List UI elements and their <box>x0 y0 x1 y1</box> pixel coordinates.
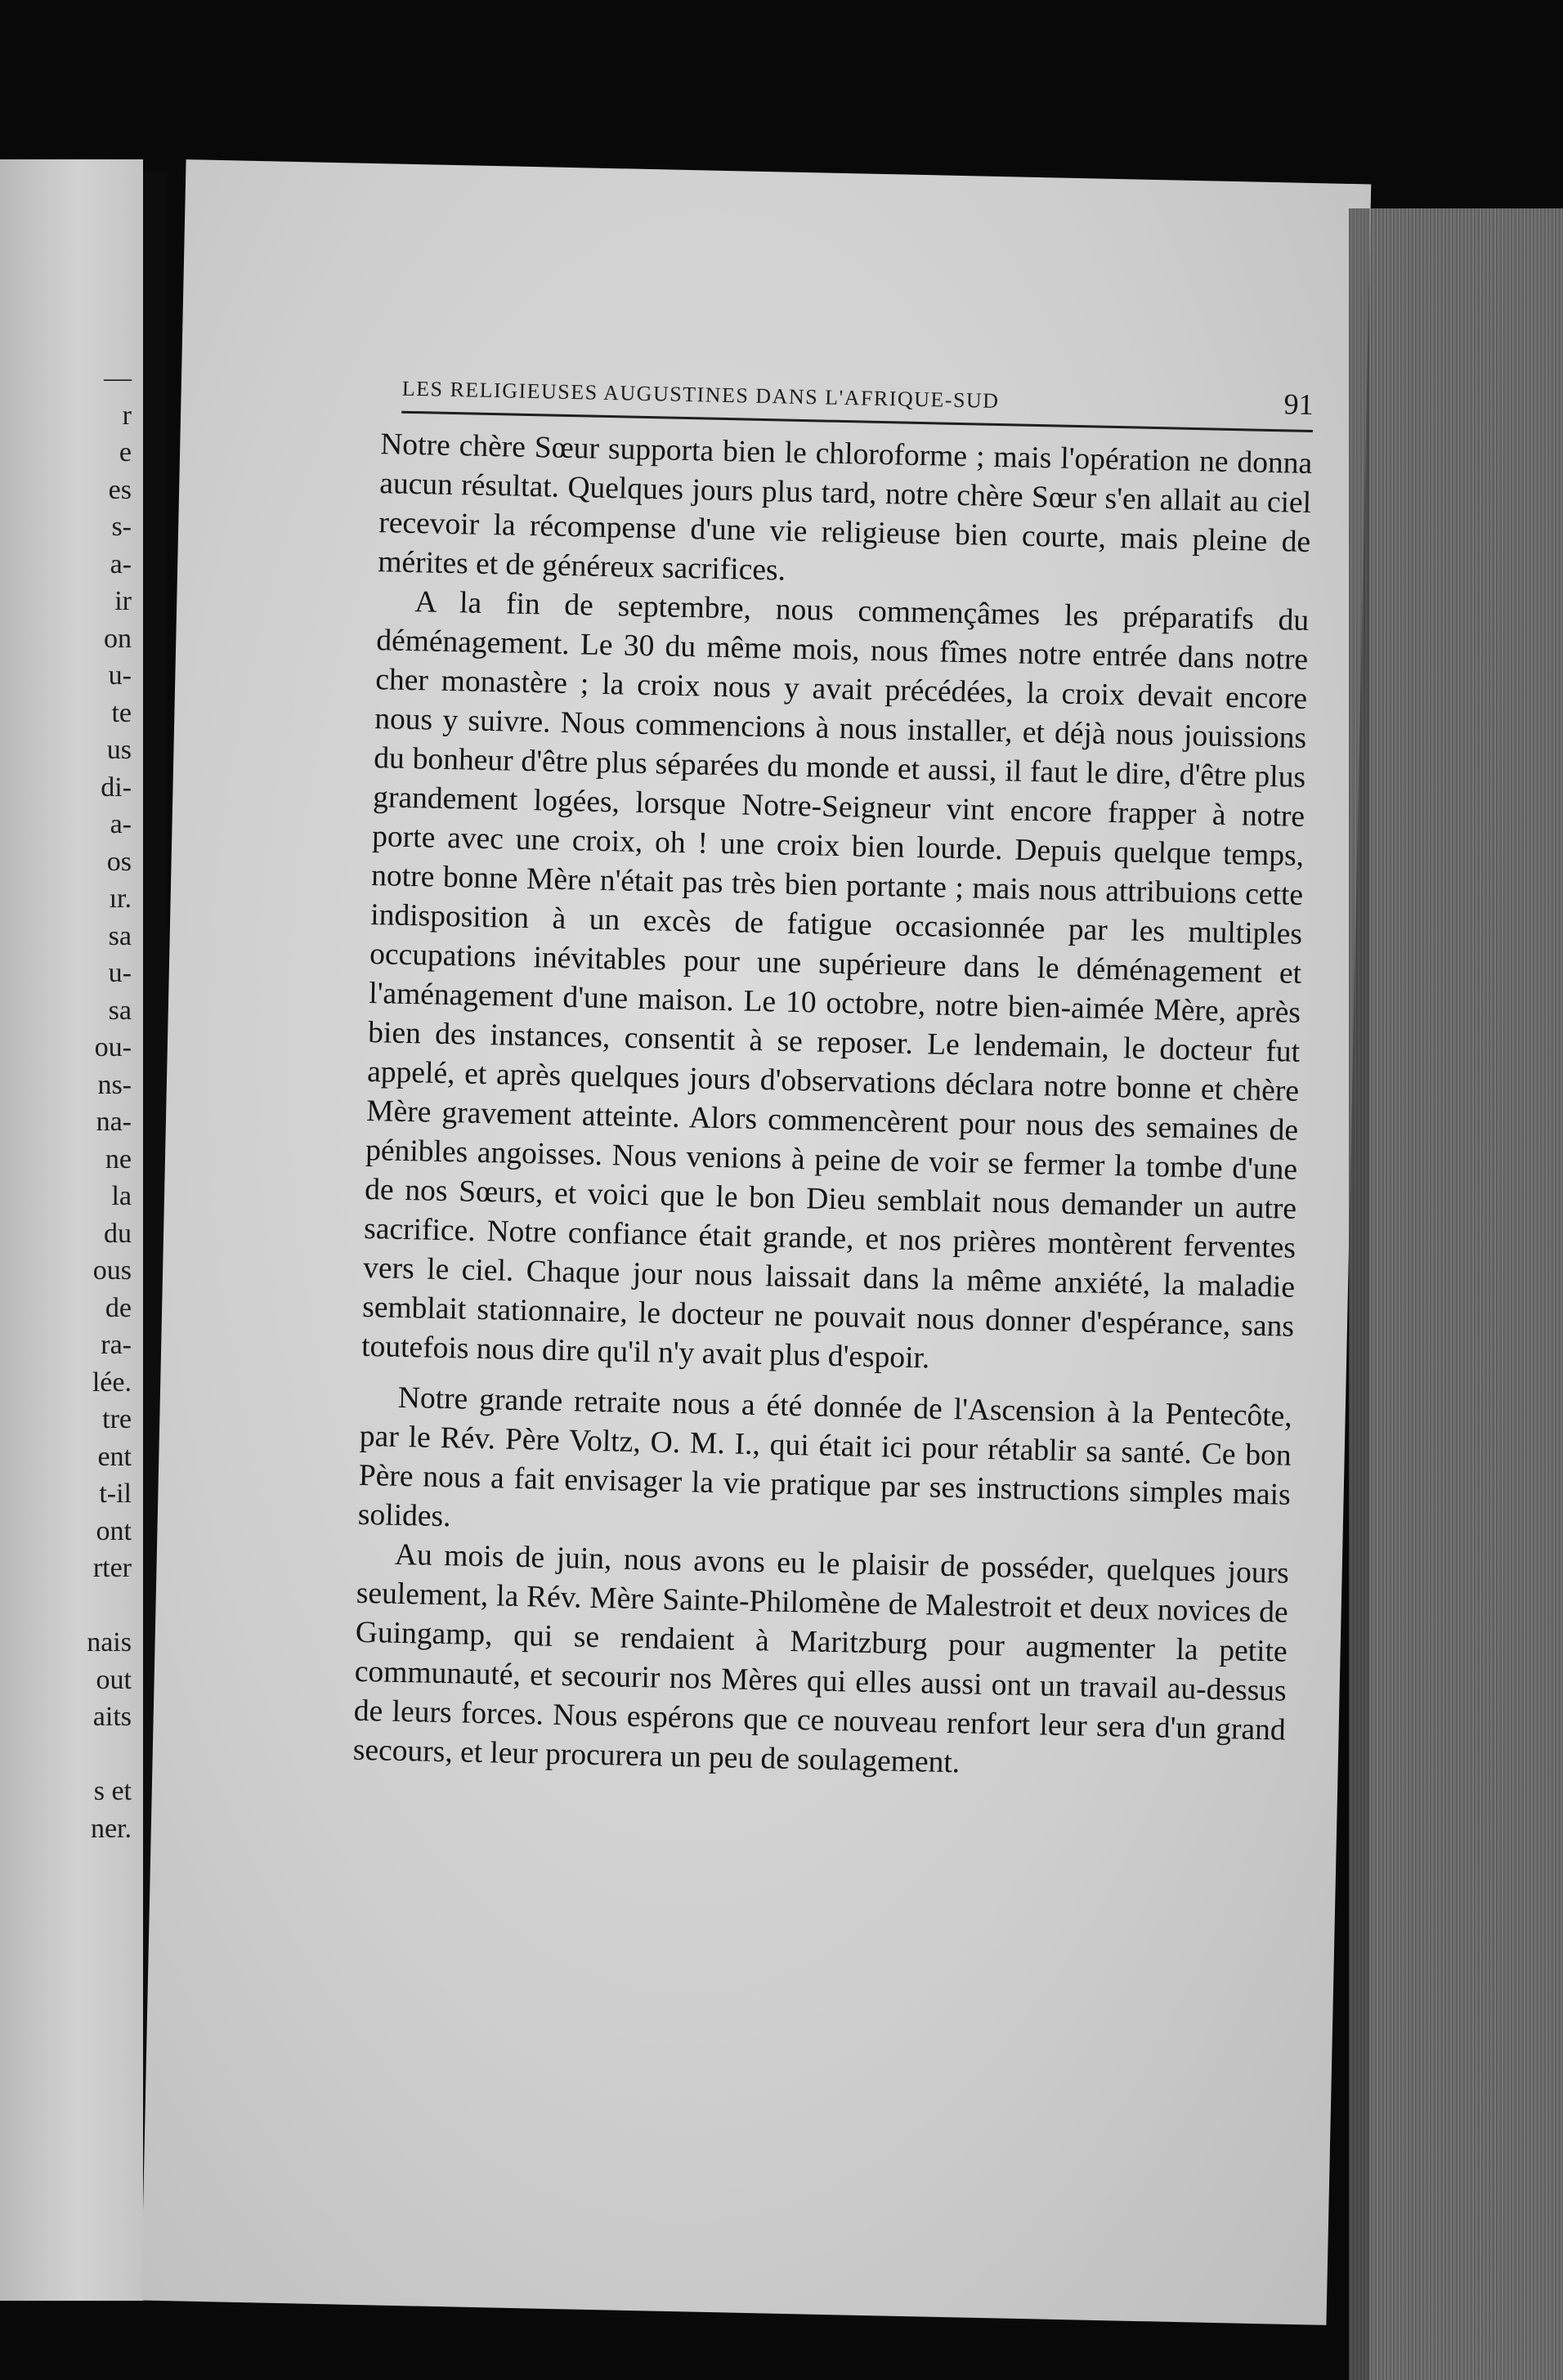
running-title: LES RELIGIEUSES AUGUSTINES DANS L'AFRIQUE-SUD <box>401 376 1000 414</box>
line-fragment: ne <box>105 1143 132 1174</box>
line-fragment: ent <box>97 1441 132 1472</box>
previous-page-fragment <box>0 159 143 2301</box>
line-fragment: os <box>106 846 132 877</box>
line-fragment: s- <box>111 512 132 542</box>
line-fragment: us <box>106 735 132 765</box>
line-fragment: du <box>104 1218 132 1249</box>
line-fragment: ont <box>96 1515 132 1546</box>
line-fragment: out <box>96 1664 132 1695</box>
line-fragment: nais <box>87 1627 132 1658</box>
line-fragment: na- <box>96 1107 132 1137</box>
line-fragment: ns- <box>97 1069 132 1100</box>
line-fragment: a- <box>110 548 132 579</box>
line-fragment: la <box>111 1181 132 1211</box>
previous-page-line-endings <box>0 360 143 1847</box>
line-fragment: lée. <box>92 1367 132 1398</box>
line-fragment: sa <box>108 920 132 951</box>
line-fragment: a- <box>110 809 132 839</box>
line-fragment: es <box>108 474 132 505</box>
page-number: 91 <box>1283 387 1314 422</box>
line-fragment: u- <box>108 660 132 691</box>
paragraph: A la fin de septembre, nous commençâmes les préparatifs du déménagement. Le 30 du même mois, nous fîmes notre entrée dans notre cher monastère ; la croix nous y avait précédées, la croix devait encore nous y suivre. Nous commencions à nous installer, et déjà nous jouissions du bonheur d'être plus séparées du monde et aussi, il faut le dire, d'être plus grandement logées, lorsque Notre-Seigneur vint encore frapper à notre porte avec une croix, oh ! une croix bien lourde. Depuis quelque temps, notre bonne Mère n'était pas très bien portante ; mais nous attribuions cette indisposition à un excès de fatigue occasionnée par les multiples occupations inévitables pour une supérieure dans le déménagement et l'aménagement d'une maison. Le 10 octobre, notre bien-aimée Mère, après bien des instances, consentit à se reposer. Le lendemain, le docteur fut appelé, et après quelques jours d'observations déclara notre bonne et chère Mère gravement atteinte. Alors commencèrent pour nous des semaines de pénibles angoisses. Nous venions à peine de voir se fermer la tombe d'une de nos Sœurs, et voici que le bon Dieu semblait nous demander un autre sacrifice. Notre confiance était grande, et nos prières montèrent ferventes vers le ciel. Chaque jour nous laissait dans la même anxiété, la maladie semblait stationnaire, le docteur ne pouvait nous donner d'espérance, sans toutefois nous dire qu'il n'y avait plus d'espoir. <box>361 585 1310 1376</box>
line-fragment: te <box>111 697 132 728</box>
line-fragment: aits <box>92 1702 132 1732</box>
line-fragment: sa <box>108 995 132 1026</box>
line-fragment: rter <box>92 1553 132 1583</box>
line-fragment: e <box>119 437 132 468</box>
book-page-edges <box>1349 208 1563 2380</box>
line-fragment: ner. <box>90 1813 132 1844</box>
line-gap <box>0 1736 143 1774</box>
paragraph: Au mois de juin, nous avons eu le plaisir de posséder, quelques jours seulement, la Rév. Mère Sainte-Philomène de Malestroit et deux novices de Guingamp, qui se rendaient à Maritzburg pour augmenter la petite communauté, et secourir nos Mères qui elles aussi ont un travail au-dessus de leurs forces. Nous espérons que ce nouveau renfort leur sera d'un grand secours, et leur procurera un peu de soulagement. <box>352 1537 1290 1780</box>
line-fragment: on <box>104 623 132 654</box>
line-fragment: r <box>122 400 132 431</box>
paragraph: Notre grande retraite nous a été donnée de l'Ascension à la Pentecôte, par le Rév. Père Voltz, O. M. I., qui était ici pour rétablir sa santé. Ce bon Père nous a fait envisager la vie pratique par ses instructions simples mais solides. <box>357 1380 1293 1534</box>
line-fragment: di- <box>101 772 132 803</box>
line-fragment: ou- <box>94 1032 132 1062</box>
line-fragment: ous <box>92 1255 132 1286</box>
page-body <box>352 425 1312 1790</box>
line-fragment: t-il <box>99 1479 132 1509</box>
line-fragment: s et <box>93 1776 132 1806</box>
line-fragment: tre <box>102 1404 132 1434</box>
book-page <box>141 159 1372 2325</box>
line-fragment: ir <box>114 586 132 616</box>
paragraph: Notre chère Sœur supporta bien le chloroforme ; mais l'opération ne donna aucun résultat. Quelques jours plus tard, notre chère Sœur s'en allait au ciel recevoir la récompense d'une vie religieuse bien courte, mais pleine de mérites et de généreux sacrifices. <box>377 427 1313 588</box>
line-fragment: ra- <box>101 1330 132 1360</box>
running-head <box>401 369 1314 432</box>
line-fragment: u- <box>108 958 132 988</box>
line-fragment: ır. <box>109 884 132 914</box>
line-fragment: — <box>104 363 132 393</box>
line-fragment: de <box>105 1292 132 1323</box>
line-gap <box>0 1587 143 1625</box>
